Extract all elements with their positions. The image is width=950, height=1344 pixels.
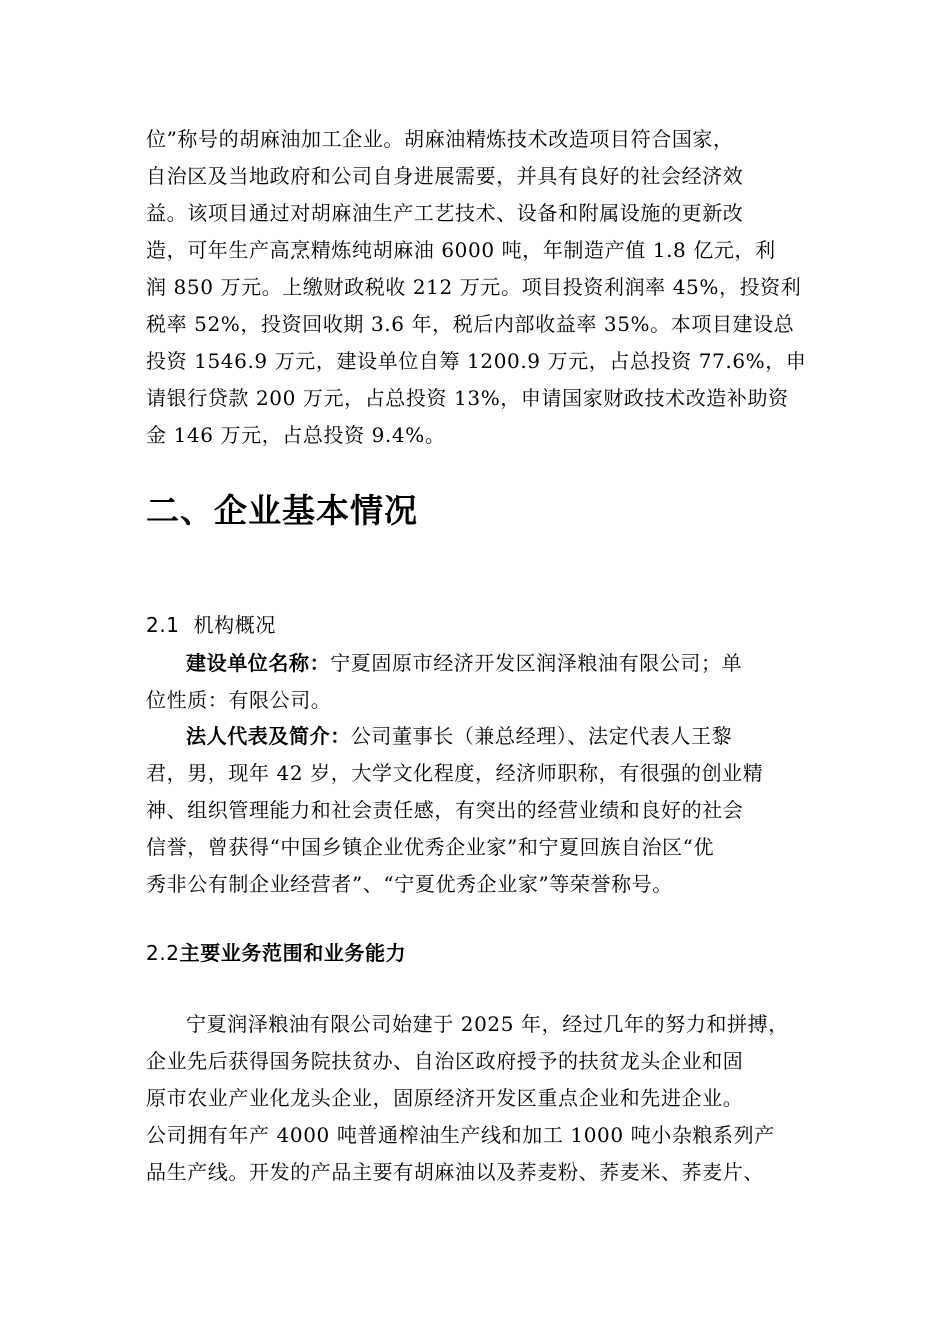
subsection-heading-2-1 <box>146 610 276 640</box>
text-line: 益。该项目通过对胡麻油生产工艺技术、设备和附属设施的更新改 <box>146 201 744 225</box>
field-label: 建设单位名称： <box>186 651 331 675</box>
paragraph-unit-name <box>146 645 826 719</box>
field-value: 宁夏固原市经济开发区润泽粮油有限公司；单 <box>330 651 743 675</box>
paragraph-business-scope <box>146 1006 826 1191</box>
text-line: 品生产线。开发的产品主要有胡麻油以及荞麦粉、荞麦米、荞麦片、 <box>146 1160 764 1184</box>
text-line: 企业先后获得国务院扶贫办、自治区政府授予的扶贫龙头企业和固 <box>146 1049 744 1073</box>
text-line <box>146 645 826 682</box>
paragraph-legal-representative <box>146 718 826 903</box>
text-line: 投资 1546.9 万元，建设单位自筹 1200.9 万元，占总投资 77.6%，申 <box>146 349 807 373</box>
text-line: 信誉，曾获得“中国乡镇企业优秀企业家”和宁夏回族自治区“优 <box>146 835 715 859</box>
text-line: 税率 52%，投资回收期 3.6 年，税后内部收益率 35%。本项目建设总 <box>146 312 795 336</box>
subsection-title: 机构概况 <box>193 613 276 637</box>
field-value: 公司董事长（兼总经理）、法定代表人王黎 <box>350 724 733 748</box>
subsection-number: 2.2 <box>146 941 180 965</box>
text-line: 神、组织管理能力和社会责任感，有突出的经营业绩和良好的社会 <box>146 798 744 822</box>
text-line: 秀非公有制企业经营者”、“宁夏优秀企业家”等荣誉称号。 <box>146 872 673 896</box>
text-line: 造，可年生产高烹精炼纯胡麻油 6000 吨，年制造产值 1.8 亿元，利 <box>146 238 776 262</box>
subsection-number: 2.1 <box>146 613 180 637</box>
text-line <box>146 718 826 755</box>
text-line: 君，男，现年 42 岁，大学文化程度，经济师职称，有很强的创业精 <box>146 761 764 785</box>
text-line: 位性质：有限公司。 <box>146 688 332 712</box>
paragraph-project-summary <box>146 121 826 454</box>
text-line: 请银行贷款 200 万元，占总投资 13%，申请国家财政技术改造补助资 <box>146 386 789 410</box>
text-line: 自治区及当地政府和公司自身进展需要，并具有良好的社会经济效 <box>146 164 744 188</box>
text-line: 金 146 万元，占总投资 9.4%。 <box>146 423 446 447</box>
text-line: 位”称号的胡麻油加工企业。胡麻油精炼技术改造项目符合国家， <box>146 127 734 151</box>
text-line: 宁夏润泽粮油有限公司始建于 2025 年，经过几年的努力和拼搏， <box>186 1012 789 1036</box>
text-line: 公司拥有年产 4000 吨普通榨油生产线和加工 1000 吨小杂粮系列产 <box>146 1123 775 1147</box>
field-label: 法人代表及简介： <box>186 724 351 748</box>
text-line: 润 850 万元。上缴财政税收 212 万元。项目投资利润率 45%，投资利 <box>146 275 802 299</box>
section-heading: 二、企业基本情况 <box>146 491 418 530</box>
text-line: 原市农业产业化龙头企业，固原经济开发区重点企业和先进企业。 <box>146 1086 744 1110</box>
subsection-title: 主要业务范围和业务能力 <box>179 941 407 965</box>
subsection-heading-2-2 <box>146 938 406 968</box>
